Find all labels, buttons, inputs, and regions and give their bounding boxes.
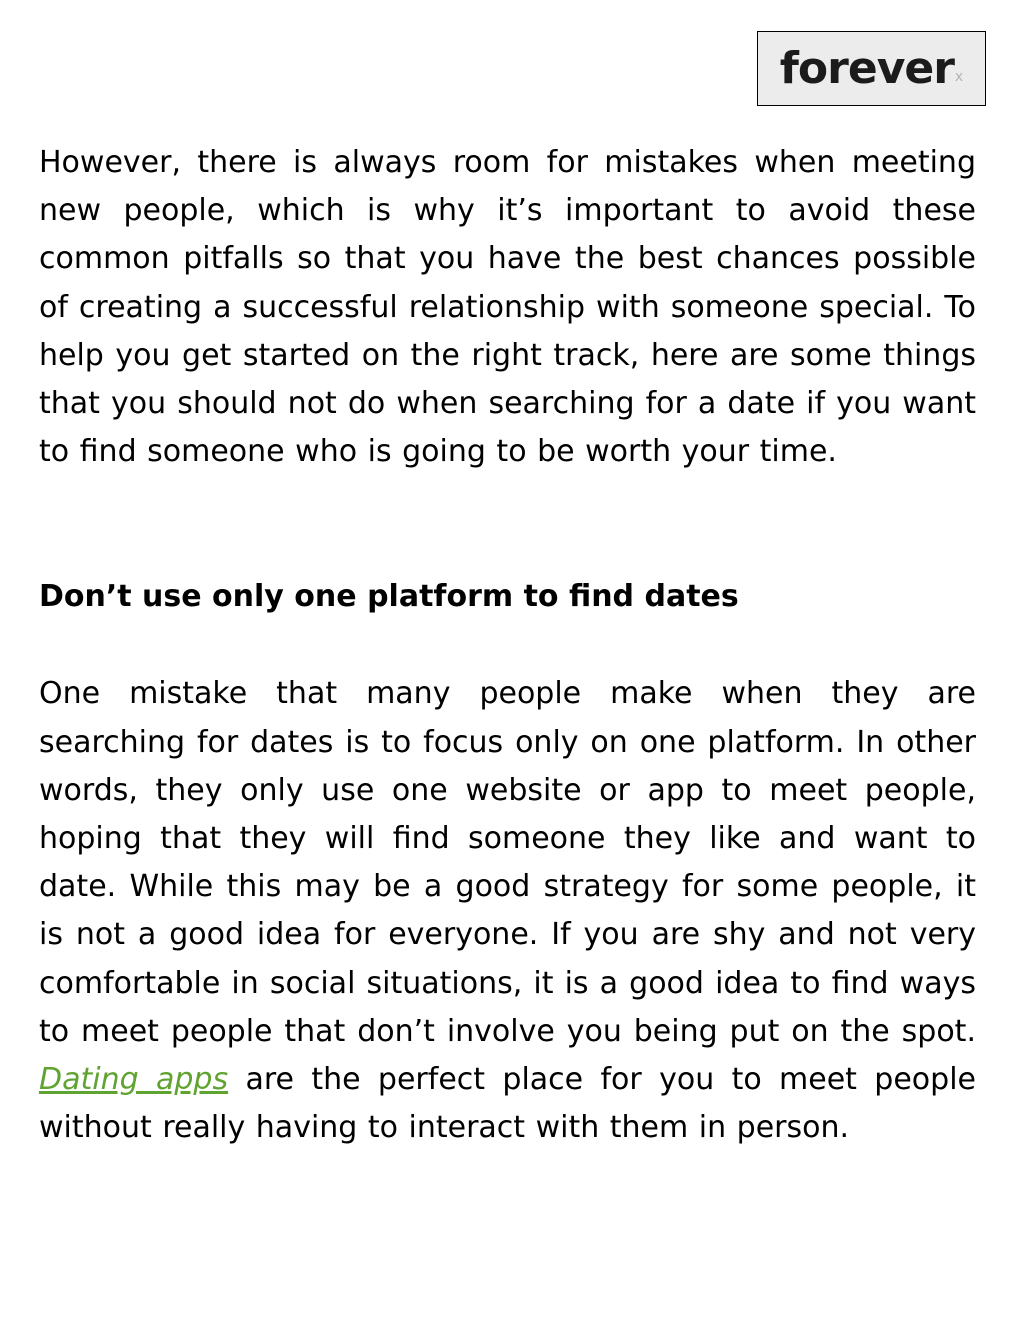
section-spacer (39, 476, 976, 573)
dating-apps-link[interactable]: Dating apps (39, 1062, 229, 1098)
body-paragraph (39, 670, 976, 1152)
heading-spacer (39, 621, 976, 670)
section-heading: Don’t use only one platform to find dates (39, 579, 739, 615)
article-body (39, 139, 976, 1152)
body-text-before-link: One mistake that many people make when they are searching for dates is to focus only on one platform. In other words, they only use one website or app to meet people, hoping that they will find someone they like and want to date. While this may be a good strategy for some people, it is not a good idea for everyone. If you are shy and not very comfortable in social situations, it is a good idea to find ways to meet people that don’t involve you being put on the spot. (39, 676, 976, 1049)
body-text-after-link: are the perfect place for you to meet people without really having to interact with them in person. (39, 1062, 976, 1146)
forever-logo (757, 31, 986, 106)
logo-x-mark: x (954, 69, 964, 85)
logo-wordmark: forever (779, 42, 954, 94)
intro-paragraph: However, there is always room for mistakes when meeting new people, which is why it’s important to avoid these common pitfalls so that you have the best chances possible of creating a successful relationship with someone special. To help you get started on the right track, here are some things that you should not do when searching for a date if you want to find someone who is going to be worth your time. (39, 145, 976, 470)
